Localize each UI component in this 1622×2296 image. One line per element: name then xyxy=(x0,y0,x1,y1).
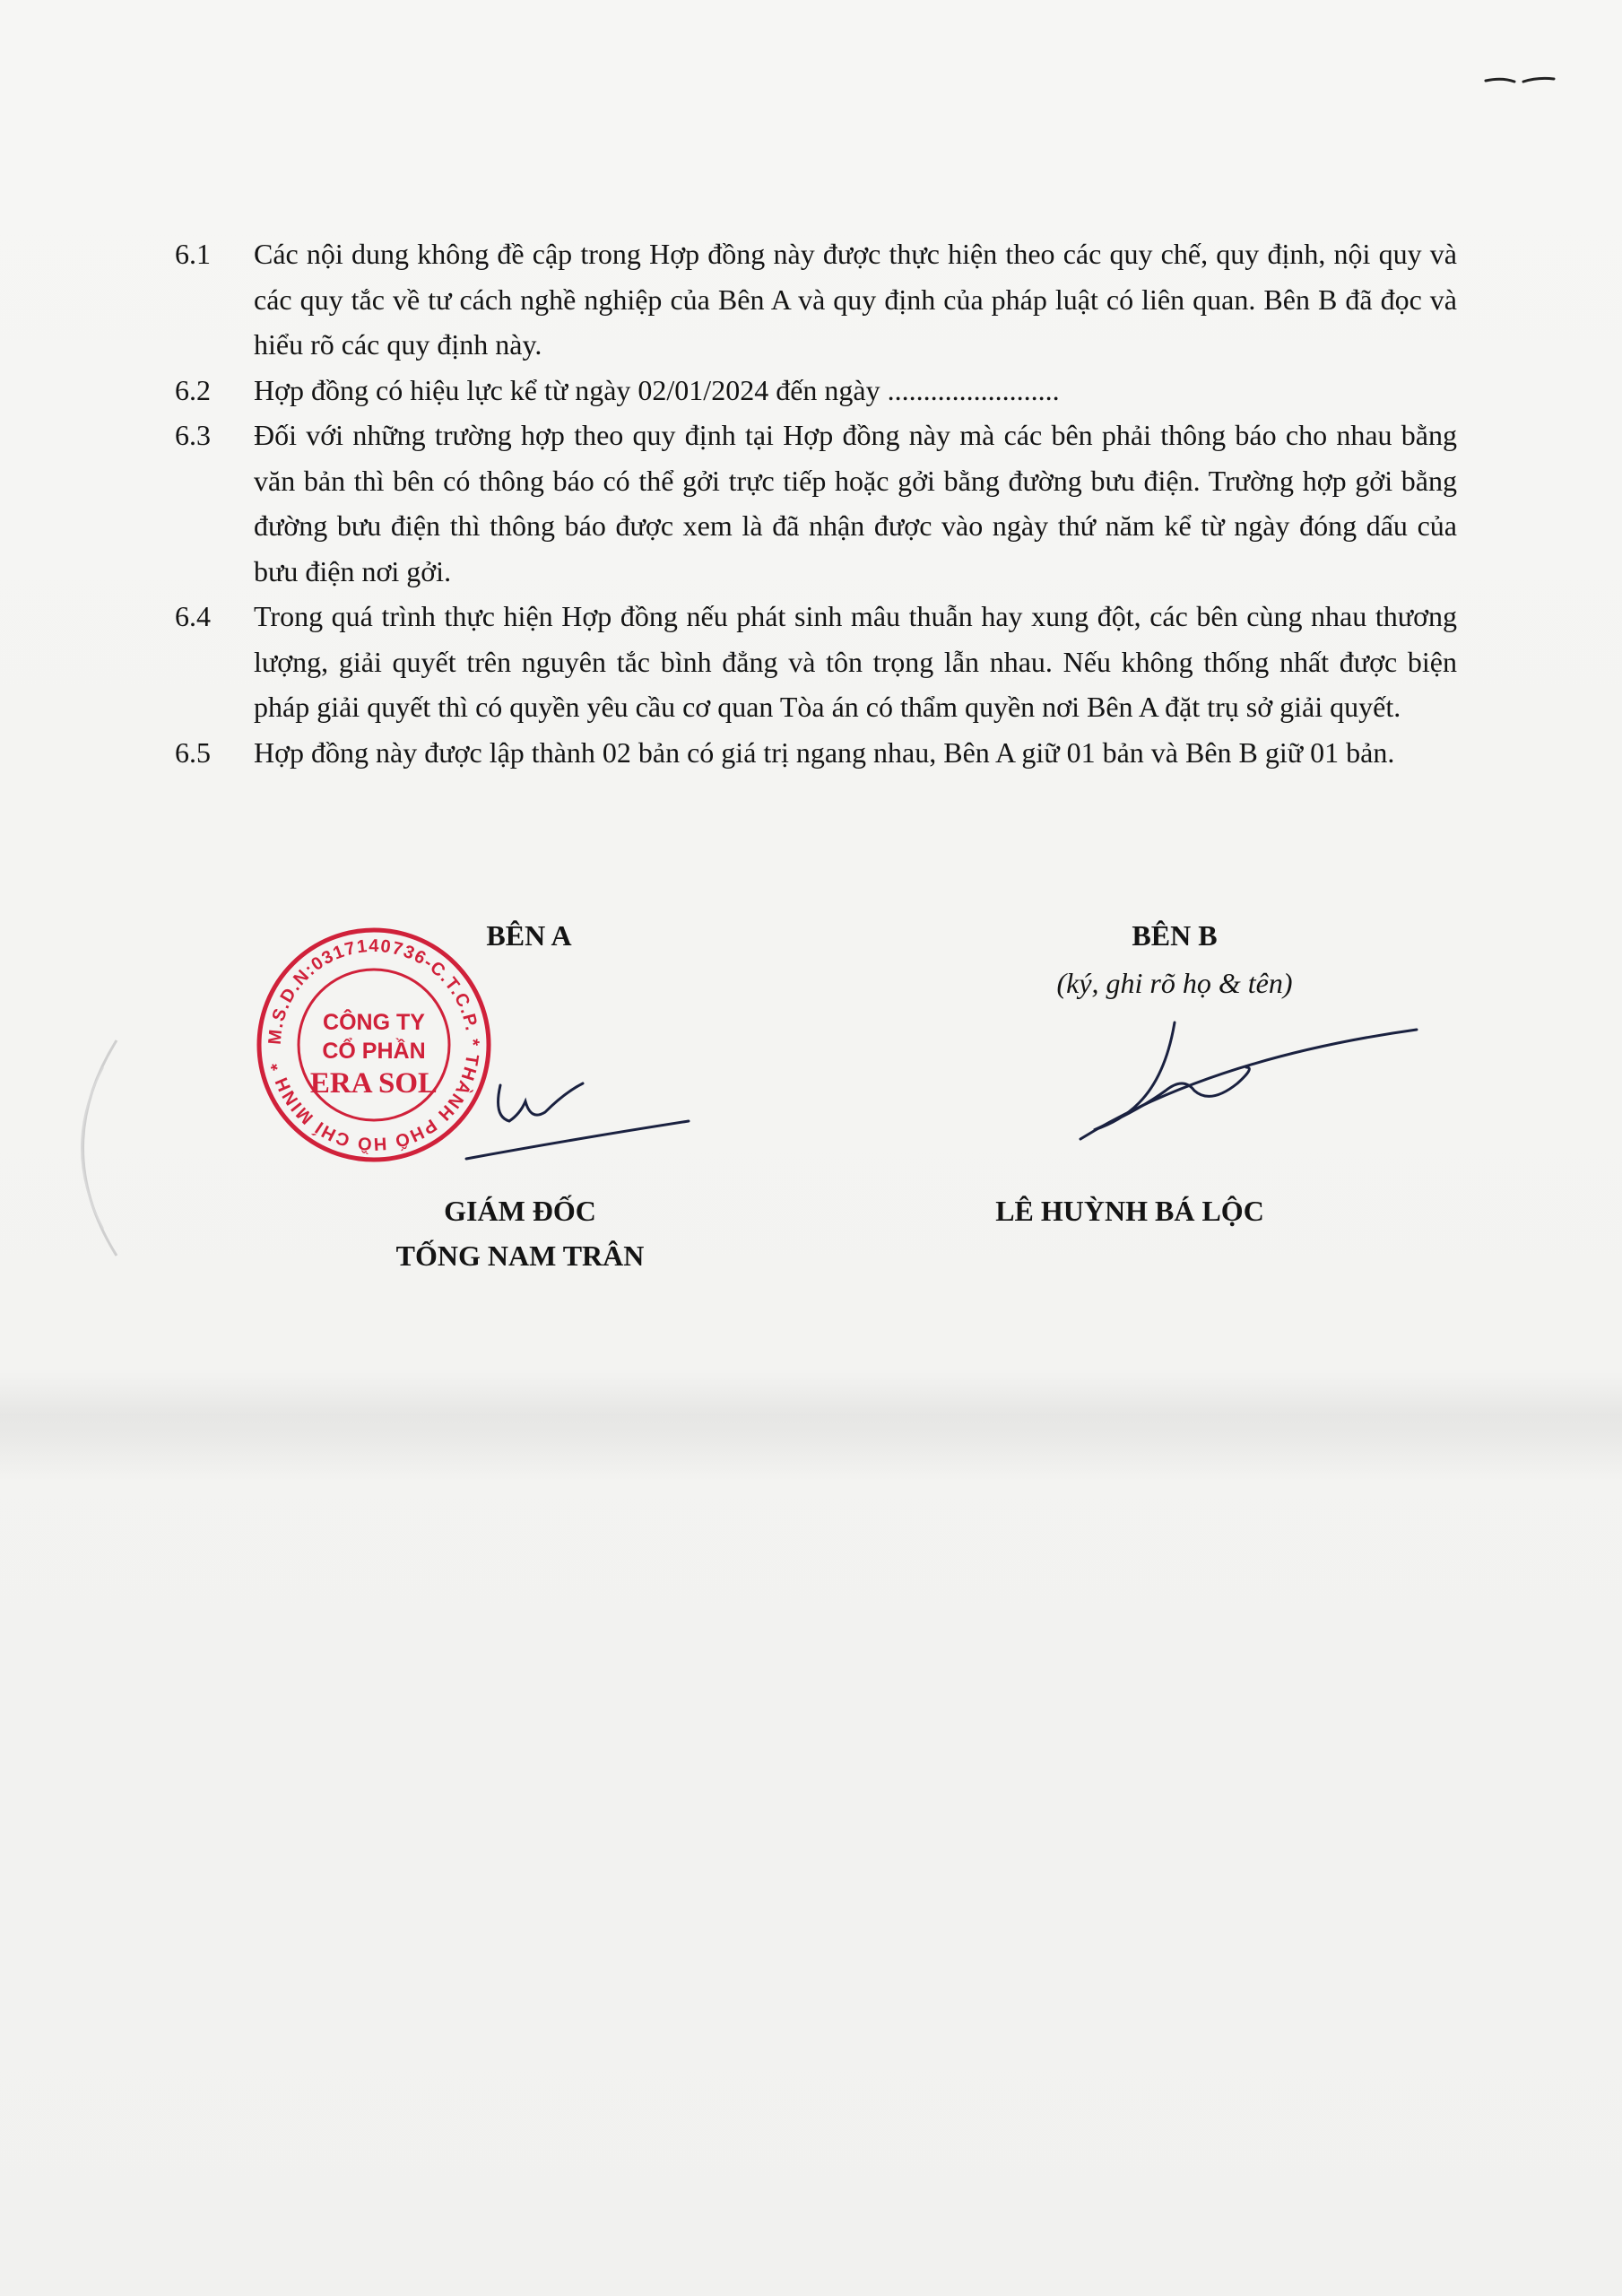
party-b-label: BÊN B xyxy=(1132,919,1218,952)
clause-6-1 xyxy=(175,231,1457,368)
party-b-name: LÊ HUỲNH BÁ LỘC xyxy=(995,1195,1264,1227)
stamp-line-1: CÔNG TY xyxy=(323,1010,425,1035)
clause-6-3 xyxy=(175,413,1457,594)
clause-6-4 xyxy=(175,594,1457,730)
party-a-label: BÊN A xyxy=(486,919,572,952)
party-a-title: GIÁM ĐỐC xyxy=(444,1195,596,1227)
show-through-band xyxy=(0,1372,1622,1480)
contract-clauses xyxy=(175,231,1457,775)
signature-a xyxy=(448,1049,708,1166)
clause-number: 6.3 xyxy=(175,419,211,451)
stamp-line-3: ERA SOL xyxy=(309,1067,438,1100)
party-a-name: TỐNG NAM TRÂN xyxy=(395,1239,645,1272)
clause-number: 6.2 xyxy=(175,373,211,406)
clause-text: Hợp đồng có hiệu lực kể từ ngày 02/01/2024 đến ngày ........................ xyxy=(254,373,1060,406)
clause-number: 6.1 xyxy=(175,238,211,270)
signature-b xyxy=(1031,1004,1426,1148)
stamp-line-2: CỔ PHẦN xyxy=(322,1039,426,1064)
clause-text: Trong quá trình thực hiện Hợp đồng nếu phát sinh mâu thuẫn hay xung đột, các bên cùng nhau thương lượng, giải quyết trên nguyên tắc bình đẳng và tôn trọng lẫn nhau. Nếu không thống nhất được biện pháp giải quyết thì có quyền yêu cầu cơ quan Tòa án có thẩm quyền nơi Bên A đặt trụ sở giải quyết. xyxy=(254,600,1457,723)
stamp-ring-text: M.S.D.N:0317140736-C.T.C.P. * THÀNH PHỐ HỒ CHÍ MINH * xyxy=(265,935,483,1154)
scan-mark xyxy=(1484,74,1556,88)
faint-stamp-edge xyxy=(40,1031,121,1265)
clause-6-2 xyxy=(175,368,1457,413)
clause-text: Hợp đồng này được lập thành 02 bản có giá trị ngang nhau, Bên A giữ 01 bản và Bên B giữ 01 bản. xyxy=(254,735,1395,769)
party-b-note: (ký, ghi rõ họ & tên) xyxy=(1056,967,1293,999)
clause-number: 6.4 xyxy=(175,600,211,632)
clause-text: Các nội dung không đề cập trong Hợp đồng này được thực hiện theo các quy chế, quy định, nội quy và các quy tắc về tư cách nghề nghiệp của Bên A và quy định của pháp luật có liên quan. Bên B đã đọc và hiểu rõ các quy định này. xyxy=(254,238,1457,361)
clause-number: 6.5 xyxy=(175,735,211,769)
clause-text: Đối với những trường hợp theo quy định tại Hợp đồng này mà các bên phải thông báo cho nhau bằng văn bản thì bên có thông báo có thể gởi trực tiếp hoặc gởi bằng đường bưu điện. Trường hợp gởi bằng đường bưu điện thì thông báo được xem là đã nhận được vào ngày thứ năm kể từ ngày đóng dấu của bưu điện nơi gởi. xyxy=(254,419,1457,587)
clause-6-5 xyxy=(175,730,1457,776)
